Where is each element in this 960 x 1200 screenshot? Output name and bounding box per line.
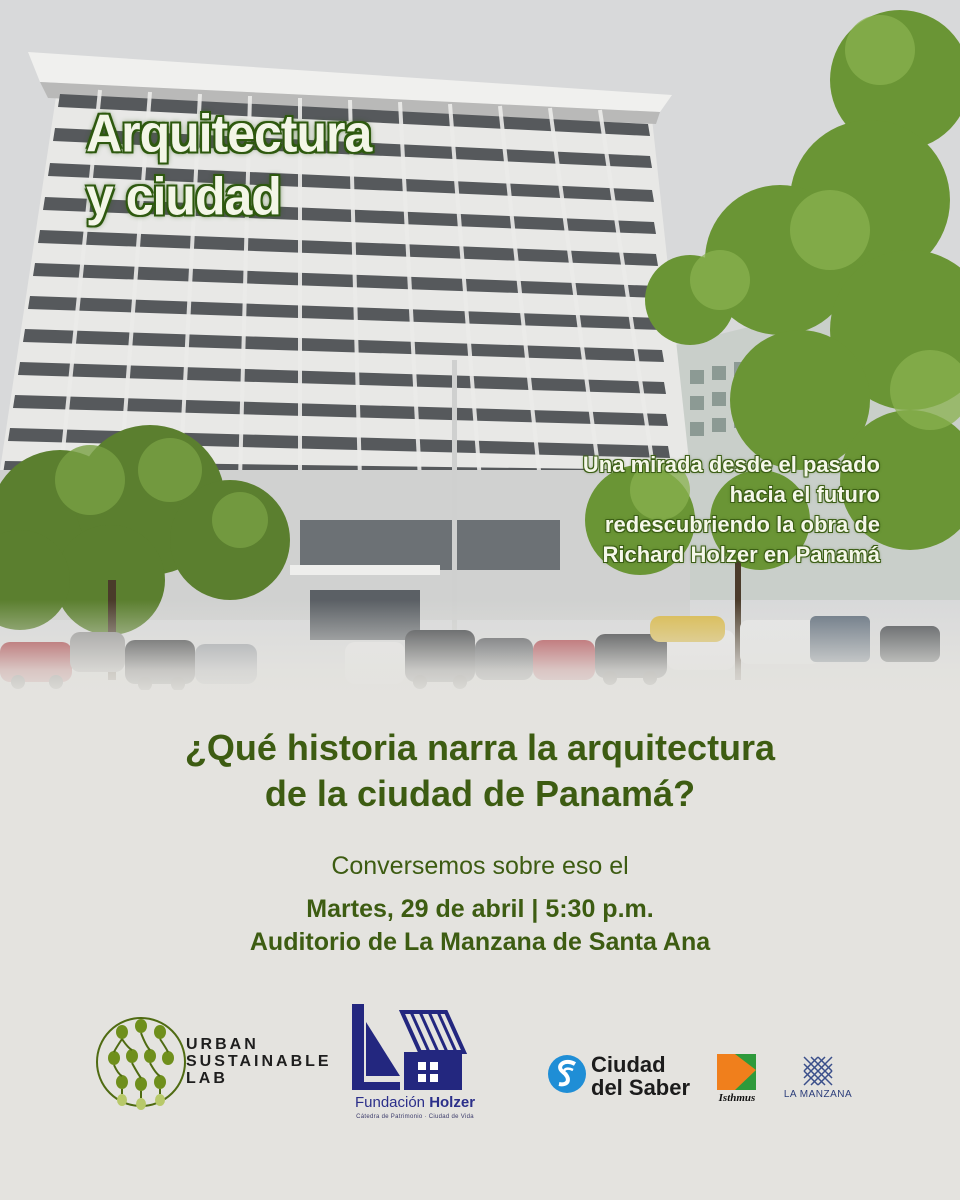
fundacion-holzer-logo — [340, 1002, 490, 1122]
headline-question — [0, 725, 960, 817]
cds-line-1: Ciudad — [591, 1052, 666, 1077]
usl-line-2: SUSTAINABLE — [186, 1053, 332, 1070]
isthmus-wordmark: Isthmus — [718, 1092, 756, 1104]
usl-line-3: LAB — [186, 1070, 228, 1087]
cds-wordmark — [591, 1053, 690, 1099]
cds-line-2: del Saber — [591, 1075, 691, 1100]
usl-line-1: URBAN — [186, 1036, 259, 1053]
holzer-wordmark — [340, 1094, 490, 1111]
poster-subtitle: Una mirada desde el pasado hacia el futuro redescubriendo la obra de Richard Holzer en Panamá — [582, 452, 880, 567]
usl-wordmark — [186, 1036, 332, 1087]
usl-bulbs-icon — [96, 1012, 186, 1112]
question-line-1: ¿Qué historia narra la arquitectura — [184, 727, 776, 768]
isthmus-mark-icon — [712, 1052, 762, 1092]
event-venue: Auditorio de La Manzana de Santa Ana — [249, 928, 711, 956]
house-grid-icon — [340, 1002, 490, 1092]
title-line-2: y ciudad — [86, 167, 281, 226]
event-datetime: Martes, 29 de abril | 5:30 p.m. — [306, 895, 654, 923]
holzer-tagline: Cátedra de Patrimonio · Ciudad de Vida — [356, 1114, 474, 1120]
isthmus-logo — [712, 1052, 762, 1106]
swirl-s-icon — [547, 1052, 587, 1096]
urban-sustainable-lab-logo — [96, 1012, 336, 1112]
invite-text: Conversemos sobre eso el — [331, 852, 629, 880]
question-line-2: de la ciudad de Panamá? — [264, 773, 696, 814]
la-manzana-logo — [776, 1055, 860, 1105]
hero-fade — [0, 600, 960, 690]
la-manzana-wordmark: LA MANZANA — [783, 1089, 853, 1100]
poster-title — [86, 102, 371, 228]
holzer-name-bold: Holzer — [429, 1094, 476, 1111]
lattice-icon — [776, 1055, 860, 1087]
event-details — [0, 893, 960, 959]
holzer-name-regular: Fundación — [354, 1094, 430, 1111]
ciudad-del-saber-logo — [547, 1052, 717, 1102]
title-line-1: Arquitectura — [86, 104, 372, 163]
